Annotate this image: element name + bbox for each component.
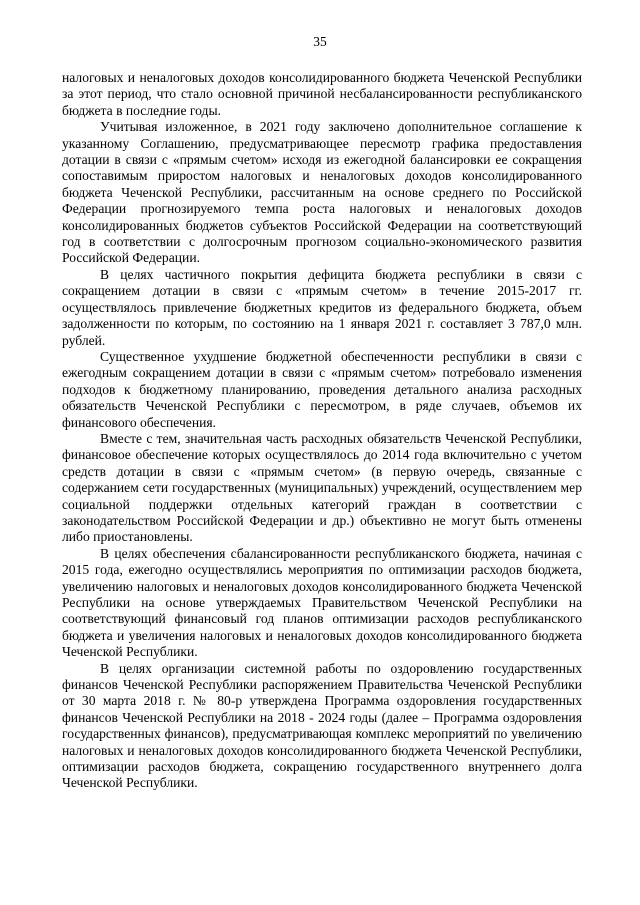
paragraph-expenditure-obligations: Вместе с тем, значительная часть расходных обязательств Чеченской Республики, финансовое обеспечение которых осуществлялось до 2014 года включительно с учетом средств дотации в связи с «прямым счетом» (в первую очередь, связанные с содержанием сети государственных (муниципальных) учреждений, осуществлением мер социальной поддержки отдельных категорий граждан в соответствии с законодательством Российской Федерации и др.) объективно не могут быть отменены либо приостановлены. xyxy=(62,430,582,545)
paragraph-continuation: налоговых и неналоговых доходов консолидированного бюджета Чеченской Республики за этот период, что стало основной причиной несбалансированности республиканского бюджета в последние годы. xyxy=(62,70,582,118)
paragraph-budget-credits: В целях частичного покрытия дефицита бюджета республики в связи с сокращением дотации в связи с «прямым счетом» в течение 2015-2017 гг. осуществлялось привлечение бюджетных кредитов из федерального бюджета, объем задолженности по которым, по состоянию на 1 января 2021 г. составляет 3 787,0 млн. рублей. xyxy=(62,266,582,348)
body-text xyxy=(62,70,582,792)
paragraph-additional-agreement: Учитывая изложенное, в 2021 году заключено дополнительное соглашение к указанному Соглашению, предусматривающее пересмотр графика предоставления дотации в связи с «прямым счетом» исходя из ежегодной балансировки ее сокращения сопоставимым приростом налоговых и неналоговых доходов консолидированного бюджета Чеченской Республики, рассчитанным на основе среднего по Российской Федерации прогнозируемого темпа роста налоговых и неналоговых доходов консолидированных бюджетов субъектов Российской Федерации на соответствующий год в соответствии с долгосрочным прогнозом социально-экономического развития Российской Федерации. xyxy=(62,119,582,266)
paragraph-recovery-program: В целях организации системной работы по оздоровлению государственных финансов Чеченской Республики распоряжением Правительства Чеченской Республики от 30 марта 2018 г. № 80-р утверждена Программа оздоровления государственных финансов Чеченской Республики на 2018 - 2024 годы (далее – Программа оздоровления государственных финансов), предусматривающая комплекс мероприятий по увеличению налоговых и неналоговых доходов консолидированного бюджета Чеченской Республики, оптимизации расходов бюджета, сокращению государственного внутреннего долга Чеченской Республики. xyxy=(62,660,582,791)
paragraph-budget-planning: Существенное ухудшение бюджетной обеспеченности республики в связи с ежегодным сокращением дотации в связи с «прямым счетом» потребовало изменения подходов к бюджетному планированию, проведения детального анализа расходных обязательств Чеченской Республики с пересмотром, в ряде случаев, объемов их финансового обеспечения. xyxy=(62,348,582,430)
paragraph-balance-measures: В целях обеспечения сбалансированности республиканского бюджета, начиная с 2015 года, ежегодно осуществлялись мероприятия по оптимизации расходов бюджета, увеличению налоговых и неналоговых доходов консолидированного бюджета Чеченской Республики на основе утверждаемых Правительством Чеченской Республики на соответствующий финансовый год планов оптимизации расходов республиканского бюджета и увеличения налоговых и неналоговых доходов консолидированного бюджета Чеченской Республики. xyxy=(62,545,582,660)
page-number: 35 xyxy=(313,34,327,49)
